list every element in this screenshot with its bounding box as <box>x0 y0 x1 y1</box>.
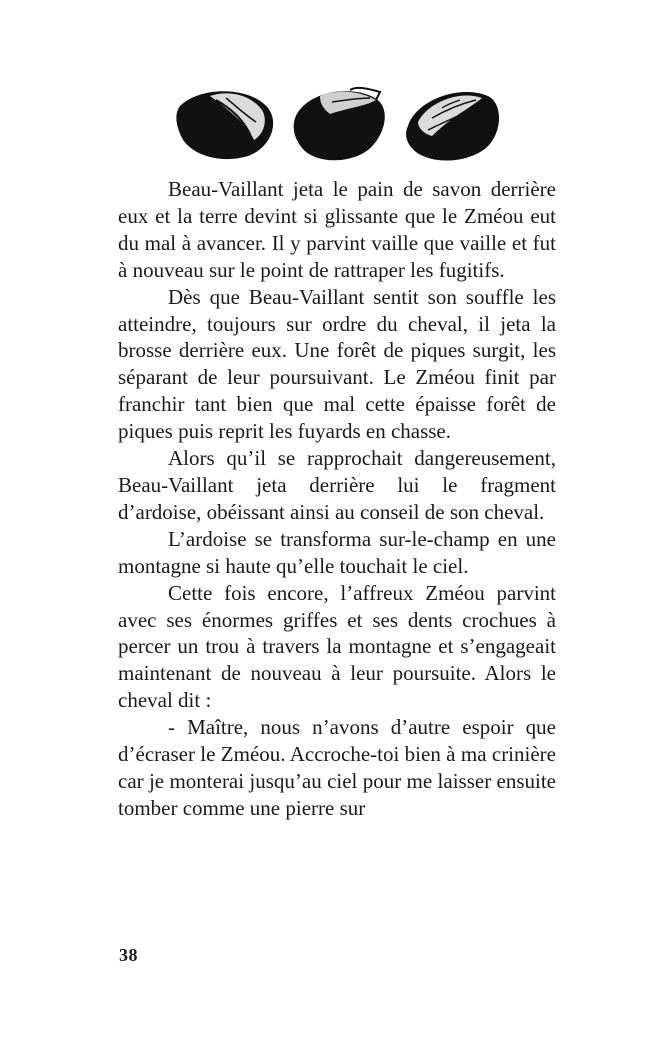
nuts-ornament-icon <box>170 78 510 168</box>
nut-icon-middle <box>294 88 385 160</box>
paragraph-horse-speech: - Maître, nous n’avons d’autre espoir que d’écraser le Zméou. Accroche-toi bien à ma crinière car je monterai jusqu’au ciel pour me laisser ensuite tomber comme une pierre sur <box>118 715 556 820</box>
body-text <box>118 176 556 822</box>
nut-icon-left <box>176 91 273 159</box>
page-number: 38 <box>119 945 138 965</box>
paragraph-slate: Alors qu’il se rapprochait dangereusement, Beau-Vaillant jeta derrière lui le fragment d’ardoise, obéissant ainsi au conseil de son cheval. <box>118 446 556 524</box>
paragraph-tunnel: Cette fois encore, l’affreux Zméou parvint avec ses énormes griffes et ses dents crochues à percer un trou à travers la montagne et s’engageait maintenant de nouveau à leur poursuite. Alors le cheval dit : <box>118 580 556 713</box>
paragraph-mountain: L’ardoise se transforma sur-le-champ en une montagne si haute qu’elle touchait le ciel. <box>118 526 556 578</box>
paragraph-brush: Dès que Beau-Vaillant sentit son souffle les atteindre, toujours sur ordre du cheval, il jeta la brosse derrière eux. Une forêt de piques surgit, les séparant de leur poursuivant. Le Zméou finit par franchir tant bien que mal cette épaisse forêt de piques puis reprit les fuyards en chasse. <box>118 284 556 444</box>
nut-icon-right <box>406 92 499 161</box>
paragraph-soap: Beau-Vaillant jeta le pain de savon derrière eux et la terre devint si glissante que le Zméou eut du mal à avancer. Il y parvint vaille que vaille et fut à nouveau sur le point de rattraper les fugitifs. <box>118 177 556 282</box>
